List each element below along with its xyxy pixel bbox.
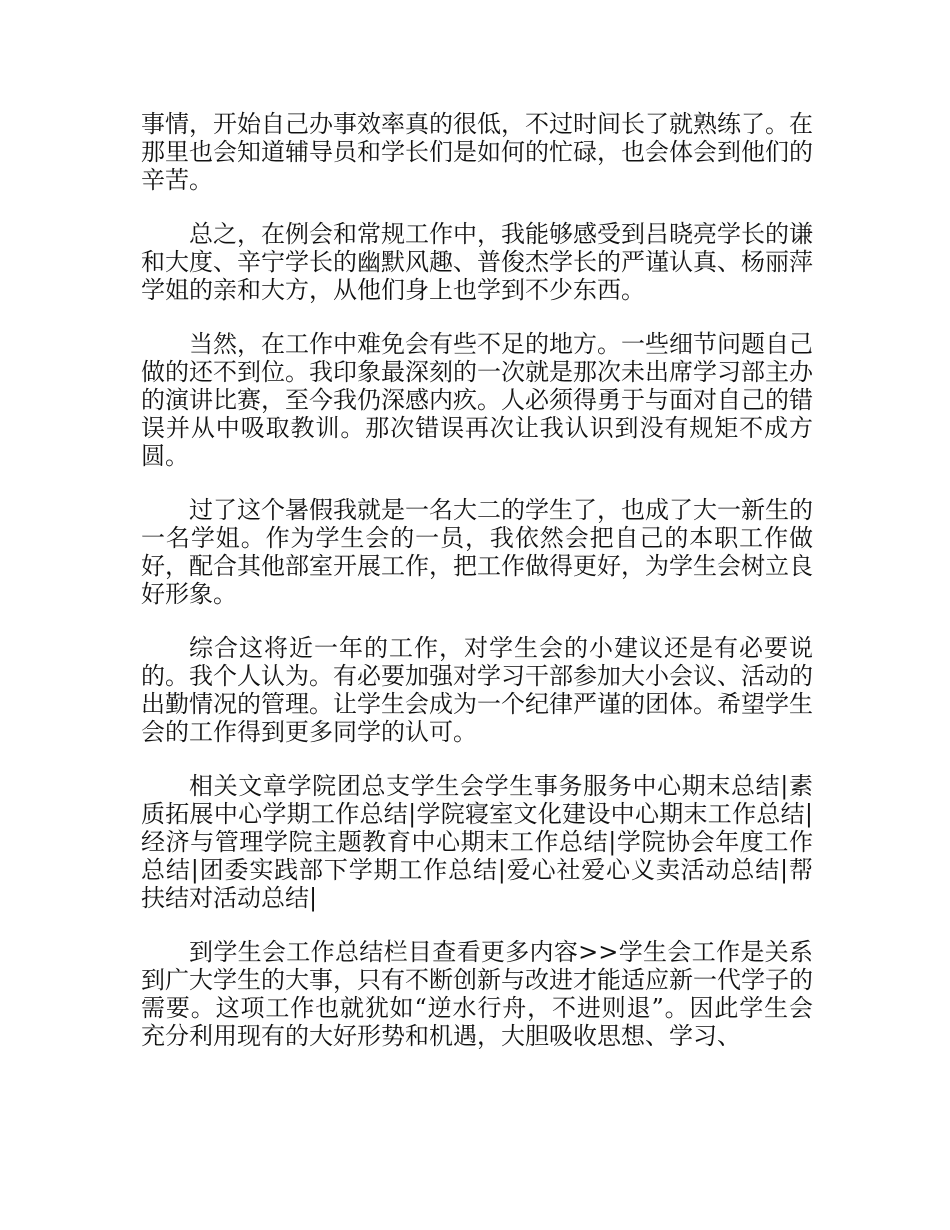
paragraph-2: 总之，在例会和常规工作中，我能够感受到吕晓亮学长的谦和大度、辛宁学长的幽默风趣、普俊杰学长的严谨认真、杨丽萍学姐的亲和大方，从他们身上也学到不少东西。: [141, 220, 813, 304]
paragraph-1: 事情，开始自己办事效率真的很低，不过时间长了就熟练了。在那里也会知道辅导员和学长们是如何的忙碌，也会体会到他们的辛苦。: [141, 110, 813, 194]
paragraph-5: 综合这将近一年的工作，对学生会的小建议还是有必要说的。我个人认为。有必要加强对学习干部参加大小会议、活动的出勤情况的管理。让学生会成为一个纪律严谨的团体。希望学生会的工作得到更多同学的认可。: [141, 634, 813, 746]
document-page: [141, 110, 813, 1076]
paragraph-related-links: 相关文章学院团总支学生会学生事务服务中心期末总结|素质拓展中心学期工作总结|学院寝室文化建设中心期末工作总结|经济与管理学院主题教育中心期末工作总结|学院协会年度工作总结|团委实践部下学期工作总结|爱心社爱心义卖活动总结|帮扶结对活动总结|: [141, 772, 813, 912]
paragraph-4: 过了这个暑假我就是一名大二的学生了，也成了大一新生的一名学姐。作为学生会的一员，我依然会把自己的本职工作做好，配合其他部室开展工作，把工作做得更好，为学生会树立良好形象。: [141, 496, 813, 608]
paragraph-3: 当然，在工作中难免会有些不足的地方。一些细节问题自己做的还不到位。我印象最深刻的一次就是那次未出席学习部主办的演讲比赛，至今我仍深感内疚。人必须得勇于与面对自己的错误并从中吸取教训。那次错误再次让我认识到没有规矩不成方圆。: [141, 330, 813, 470]
paragraph-7: 到学生会工作总结栏目查看更多内容>>学生会工作是关系到广大学生的大事，只有不断创新与改进才能适应新一代学子的需要。这项工作也就犹如“逆水行舟，不进则退”。因此学生会充分利用现有的大好形势和机遇，大胆吸收思想、学习、: [141, 938, 813, 1050]
